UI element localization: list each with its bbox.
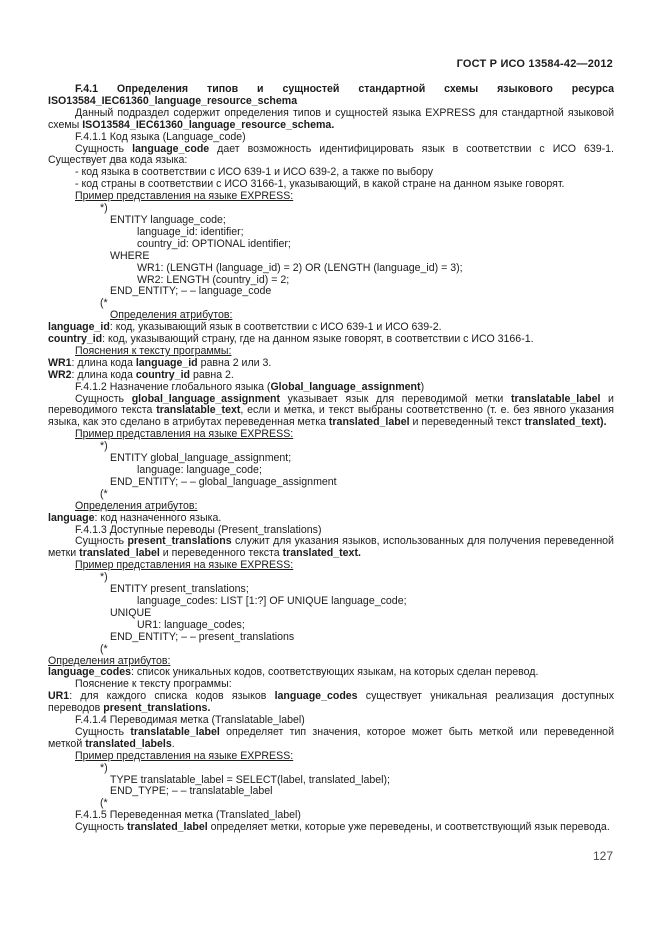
text-segment: present_translations. <box>103 702 211 715</box>
text-segment: END_TYPE; – – translatable_label <box>110 785 273 798</box>
text-segment: - код языка в соответствии с ИСО 639-1 и ИСО 639-2, а также по выбору <box>75 166 434 179</box>
doc-block <box>48 536 614 560</box>
doc-block <box>48 691 614 715</box>
text-segment: WR1 <box>48 356 72 369</box>
text-segment: language_codes <box>274 690 358 703</box>
text-segment: language_id <box>135 356 198 369</box>
doc-block <box>75 751 614 763</box>
text-segment: country_id <box>48 333 103 346</box>
text-segment: translated_text). <box>524 416 607 429</box>
text-segment: translatable_label <box>130 725 220 738</box>
text-segment: translated_labels <box>85 737 172 750</box>
text-segment: language_codes <box>48 666 132 679</box>
text-segment: Определения атрибутов: <box>75 499 198 512</box>
text-segment: (* <box>100 297 108 310</box>
text-segment: указывает язык для переводимой метки <box>280 392 511 405</box>
text-segment: определяет тип значения, которое может быть меткой или переведенной меткой <box>48 725 614 750</box>
text-segment: F.4.1.2 Назначение глобального языка ( <box>75 380 271 393</box>
doc-block <box>48 84 614 108</box>
page-number: 127 <box>592 849 613 863</box>
text-segment: UR1 <box>48 690 70 703</box>
text-segment: и переведенный текст <box>409 416 525 429</box>
text-segment: . <box>171 737 175 750</box>
doc-block <box>137 596 614 608</box>
text-segment: Пример представления на языке EXPRESS: <box>75 559 294 572</box>
text-segment: Пример представления на языке EXPRESS: <box>75 190 294 203</box>
text-segment: ENTITY global_language_assignment; <box>110 452 292 465</box>
text-segment: ENTITY present_translations; <box>110 583 249 596</box>
text-segment: present_translations <box>127 535 232 548</box>
doc-block <box>75 560 614 572</box>
doc-block <box>48 108 614 132</box>
text-segment: равна 2 или 3. <box>197 356 272 369</box>
doc-block <box>100 644 614 656</box>
text-segment: F.4.1 Определения типов и сущностей стандартной схемы языкового ресурса ISO13584_IEC61360_language_resource_schema <box>48 83 614 107</box>
text-segment: ) <box>420 380 425 393</box>
text-segment: ISO13584_IEC61360_language_resource_schema. <box>82 118 335 131</box>
text-segment: WR1: (LENGTH (language_id) = 2) OR (LENGTH (language_id) = 3); <box>137 261 463 274</box>
text-segment: F.4.1.3 Доступные переводы (Present_translations) <box>75 523 322 536</box>
text-segment: Сущность <box>75 535 128 548</box>
text-segment: и переведенного текста <box>159 547 283 560</box>
text-segment: translatable_text <box>156 404 241 417</box>
text-segment: country_id: OPTIONAL identifier; <box>137 237 291 250</box>
text-segment: F.4.1.1 Код языка (Language_code) <box>75 130 246 143</box>
text-segment: Сущность <box>75 392 132 405</box>
text-segment: *) <box>100 761 108 774</box>
text-segment: UR1: language_codes; <box>137 618 245 631</box>
text-segment: global_language_assignment <box>131 392 281 405</box>
text-segment: translated_label <box>79 547 160 560</box>
text-segment: : длина кода <box>71 368 136 381</box>
text-segment: language: language_code; <box>137 464 262 476</box>
doc-block <box>75 191 614 203</box>
text-segment: существует уникальная реализация доступных переводов <box>48 690 615 715</box>
text-segment: и переводимого текста <box>48 392 614 417</box>
text-segment: Определения атрибутов: <box>110 309 233 322</box>
doc-block <box>75 429 614 441</box>
text-segment: Global_language_assignment <box>270 380 421 393</box>
text-segment: TYPE translatable_label = SELECT(label, translated_label); <box>110 773 391 786</box>
text-segment: - код страны в соответствии с ИСО 3166-1, указывающий, в какой стране на данном языке говорят. <box>75 178 565 191</box>
text-segment: WR2 <box>48 368 72 381</box>
text-segment: : для каждого списка кодов языков <box>69 690 275 703</box>
standard-number: ГОСТ Р ИСО 13584-42—2012 <box>456 58 613 70</box>
text-segment: Пример представления на языке EXPRESS: <box>75 428 294 441</box>
text-segment: : длина кода <box>71 356 136 369</box>
text-segment: (* <box>100 487 108 500</box>
text-segment: UNIQUE <box>110 606 152 619</box>
text-segment: , если и метка, и текст выбраны соответственно (т. е. без явного указания языка, как это сделано в атрибутах переведенная метка <box>48 404 614 429</box>
text-segment: translated_label <box>127 821 208 834</box>
text-segment: F.4.1.4 Переводимая метка (Translatable_label) <box>75 714 305 727</box>
text-segment: F.4.1.5 Переведенная метка (Translated_label) <box>75 809 301 822</box>
text-segment: WHERE <box>110 249 150 262</box>
text-segment: служит для указания языков, использованных для получения переведенной метки <box>48 535 614 560</box>
text-segment: Определения атрибутов: <box>48 654 171 667</box>
text-segment: : код назначенного языка. <box>94 511 222 524</box>
doc-block <box>110 286 614 298</box>
text-segment: language <box>48 511 95 524</box>
doc-block <box>48 144 614 168</box>
text-segment: Сущность <box>75 142 133 155</box>
text-segment: ENTITY language_code; <box>110 213 226 226</box>
text-segment: *) <box>100 202 108 215</box>
text-segment: END_ENTITY; – – language_code <box>110 285 272 298</box>
text-segment: Пояснения к тексту программы: <box>75 344 232 357</box>
text-segment: (* <box>100 642 108 655</box>
text-segment: language_codes: LIST [1:?] OF UNIQUE language_code; <box>137 594 407 607</box>
text-segment: Данный подраздел содержит определения типов и сущностей языка EXPRESS для стандартной языковой схемы <box>48 106 614 131</box>
text-segment: END_ENTITY; – – present_translations <box>110 630 295 643</box>
text-segment: translated_label <box>328 416 410 429</box>
doc-block <box>48 822 614 834</box>
doc-block <box>48 394 614 430</box>
text-segment: : список уникальных кодов, соответствующих языкам, на которых сделан перевод. <box>131 666 539 679</box>
text-segment: translated_text. <box>282 547 361 560</box>
doc-block <box>137 239 614 251</box>
text-segment: Пояснение к тексту программы: <box>75 678 232 691</box>
text-segment: (* <box>100 797 108 810</box>
text-segment: определяет метки, которые уже переведены, и соответствующий язык перевода. <box>207 821 610 834</box>
doc-block <box>110 632 614 644</box>
text-segment: country_id <box>135 368 190 381</box>
text-segment: *) <box>100 571 108 584</box>
text-segment: language_id <box>48 321 110 334</box>
text-segment: дает возможность идентифицировать язык в соответствии с ИСО 639-1. Существует два кода языка: <box>48 142 614 167</box>
text-segment: *) <box>100 440 108 453</box>
doc-block <box>110 786 614 798</box>
text-segment: равна 2. <box>190 368 234 381</box>
text-segment: Сущность <box>75 725 131 738</box>
text-segment: language_id: identifier; <box>137 225 244 238</box>
text-segment: : код, указывающий страну, где на данном языке говорят, в соответствии с ИСО 3166-1. <box>102 333 534 346</box>
text-segment: translatable_label <box>510 392 601 405</box>
text-segment: language_code <box>132 142 210 155</box>
text-segment: Сущность <box>75 821 128 834</box>
text-segment: WR2: LENGTH (country_id) = 2; <box>137 273 290 286</box>
document-blocks <box>48 84 614 834</box>
text-segment: END_ENTITY; – – global_language_assignment <box>110 475 337 488</box>
doc-block <box>48 727 614 751</box>
text-segment: : код, указывающий язык в соответствии с ИСО 639-1 и ИСО 639-2. <box>109 321 442 334</box>
doc-block <box>110 477 614 489</box>
text-segment: Пример представления на языке EXPRESS: <box>75 749 294 762</box>
